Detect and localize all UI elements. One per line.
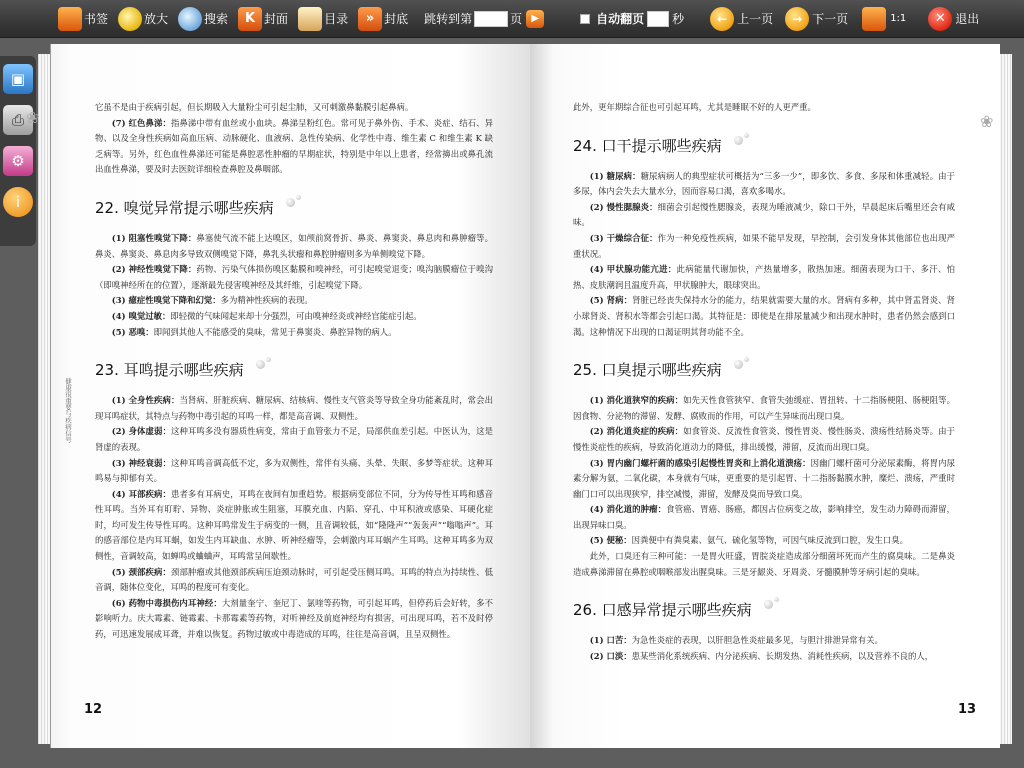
item-heading: (4) 消化道的肿瘤：	[589, 504, 667, 515]
bubble-ornament-icon	[734, 357, 752, 371]
ratio-label: 1:1	[890, 13, 907, 24]
item-text: 药物、污染气体损伤嗅区黏膜和嗅神经，可引起嗅觉退变；嗅沟脑膜瘤位于嗅沟（即嗅神经所在的位置），逐渐最先侵害嗅神经及其纤维，引起嗅觉下降。	[95, 264, 493, 290]
cover-button[interactable]	[238, 0, 288, 38]
item-text: 细菌会引起慢性腮腺炎，表现为唾液减少，除口干外，早晨起床后嘴里还会有咸味。	[573, 201, 955, 228]
exit-button[interactable]	[928, 0, 979, 38]
item-text: 患某些消化系统疾病、内分泌疾病、长期发热、消耗性疾病，以及营养不良的人，	[631, 650, 934, 661]
item-heading: (1) 口苦：	[589, 635, 632, 646]
item-heading: (2) 身体虚弱：	[111, 426, 171, 437]
close-icon: ✕	[928, 7, 952, 31]
item-text: 因幽门螺杆菌可分泌尿素酶，将胃内尿素分解为氨，二氧化碳，本身就有气味，更重要的是引起胃、十二指肠黏膜水肿，糜烂、溃疡，严重时幽门口可以出现狭窄，排空减慢，滞留，发酵及臭而导致口臭。	[573, 457, 955, 499]
bubble-ornament-icon	[764, 597, 782, 611]
item-heading: (3) 胃内幽门螺杆菌的感染引起慢性胃炎和上消化道溃疡：	[589, 457, 811, 468]
item-text: 即轻微的气味闻起来却十分强烈，可由嗅神经炎或神经官能症引起。	[170, 310, 422, 321]
bubble-ornament-icon	[734, 133, 752, 147]
image-icon: ▣	[10, 70, 26, 88]
prev-page-button[interactable]	[710, 0, 773, 38]
exit-label: 退出	[955, 12, 980, 26]
magnifier-icon	[118, 7, 142, 31]
list-item	[95, 565, 493, 596]
section-title-text: 24. 口干提示哪些疾病	[573, 136, 722, 155]
item-heading: (2) 神经性嗅觉下降：	[111, 264, 197, 275]
item-text: 为急性炎症的表现，以肝胆急性炎症最多见，与胆汁排泄异常有关。	[631, 635, 883, 646]
item-text: 作为一种免疫性疾病，如果不能早发现，早控制，会引发身体其他部位也出现严重状况。	[573, 232, 955, 259]
go-button[interactable]: ▶	[526, 10, 544, 28]
list-item	[573, 549, 955, 580]
item-heading: (5) 恶嗅：	[111, 326, 154, 337]
prev-label: 上一页	[737, 12, 774, 26]
item-heading: (1) 消化道狭窄的疾病：	[589, 395, 684, 406]
list-item	[573, 424, 955, 455]
item-heading: (3) 癔症性嗅觉下降和幻觉：	[111, 295, 221, 306]
list-item	[573, 456, 955, 503]
swirl-ornament-icon: ❀	[980, 112, 994, 131]
jump-suffix-label: 页	[510, 12, 523, 26]
item-text: 颈部肿瘤或其他颈部疾病压迫颈动脉时，可引起受压侧耳鸣。耳鸣的特点为持续性、低音调，随体位变化，耳鸣的程度可有变化。	[95, 566, 493, 593]
list-item	[573, 502, 955, 533]
next-page-button[interactable]	[785, 0, 848, 38]
item-heading: (5) 肾病：	[589, 295, 633, 306]
arrow-right-icon: →	[785, 7, 809, 31]
item-text: 如先天性食管狭窄、食管失弛缓症、胃扭转、十二指肠梗阻、肠梗阻等。因食物、分泌物的滞留、发酵、腐败而的作用，可以产生异味而出现口臭。	[573, 395, 955, 421]
thumbnail-button[interactable]	[3, 64, 33, 94]
list-item	[95, 424, 493, 455]
list-item	[95, 393, 493, 424]
item-heading: (7) 红色鼻涕：	[111, 117, 171, 128]
item-heading: (2) 口淡：	[589, 650, 632, 661]
list-item	[95, 309, 493, 325]
list-item	[573, 231, 955, 262]
item-text: 大剂量奎宁、奎尼丁、氯喹等药物，可引起耳鸣，但停药后会好转，多不影响听力。庆大霉素、链霉素、卡那霉素等药物，对听神经及前庭神经均有损害，可出现耳鸣，若不及时停药，可迅速发展成耳聋，并难以恢复。药物过敏或中毒造成的耳鸣，往往是高音调，且呈双侧性。	[95, 597, 493, 640]
list-item	[95, 293, 493, 309]
section-title-text: 23. 耳鸣提示哪些疾病	[95, 361, 244, 380]
item-text: 因粪便中有粪臭素、氨气、硫化氢等物，可因气味反流到口腔，发生口臭。	[631, 535, 908, 546]
auto-flip-seconds-input[interactable]	[647, 11, 669, 27]
item-text: 即闻到其他人不能感受的臭味，常见于鼻窦炎、鼻腔异物的病人。	[153, 326, 397, 337]
section-title	[573, 599, 955, 621]
list-item	[573, 200, 955, 231]
item-heading: (2) 消化道炎症的疾病：	[589, 426, 684, 437]
item-heading: (4) 甲状腺功能亢进：	[589, 264, 677, 275]
item-heading: (2) 慢性腮腺炎：	[589, 201, 658, 212]
right-page-edge	[998, 54, 1012, 744]
item-heading: (5) 便秘：	[589, 535, 632, 546]
item-text: 鼻塞使气流不能上达嗅区，如颅前窝骨折、鼻炎、鼻窦炎、鼻息肉和鼻肿瘤等。鼻炎、鼻窦炎、鼻息肉多导致双侧嗅觉下降，鼻乳头状瘤和鼻腔肿瘤则多为单侧嗅觉下降。	[95, 232, 493, 259]
list-item	[573, 533, 955, 549]
reader-toolbar	[0, 0, 1024, 38]
zoom-label: 放大	[144, 12, 169, 26]
book-icon	[298, 7, 322, 31]
jump-prefix-label: 跳转到第	[424, 12, 473, 26]
list-item	[95, 596, 493, 643]
item-text: 多为精神性疾病的表现。	[220, 295, 313, 306]
auto-flip-checkbox[interactable]	[580, 14, 590, 24]
item-heading: (6) 药物中毒损伤内耳神经：	[111, 597, 222, 608]
item-text: 这种耳鸣音调高低不定，多为双侧性，常伴有头痛、头晕、失眠、多梦等症状。这种耳鸣易与抑郁有关。	[95, 457, 493, 484]
section-title-text: 22. 嗅觉异常提示哪些疾病	[95, 198, 274, 217]
search-label: 搜索	[204, 12, 229, 26]
first-page-icon: K	[238, 7, 262, 31]
item-text: 患者多有耳病史，耳鸣在夜间有加重趋势。根据病变部位不同，分为传导性耳鸣和感音性耳鸣。当外耳有耵聍、异物、炎症肿胀或生阻塞，耳膜充血、内陷、穿孔、中耳积液或感染、耳硬化症时，均可发生传导性耳鸣。这种耳鸣常发生于病变的一侧，且音调较低，如“隆隆声”“轰轰声”“嗡嗡声”。耳的感音部位是内耳耳蜗，如发生内耳缺血、水肿、听神经瘤等，会刺激内耳耳蜗产生耳鸣。这种耳鸣多为双侧性，音调较高，如蝉鸣或蛐蛐声，耳鸣常呈间歇性。	[95, 488, 493, 562]
arrow-left-icon: ←	[710, 7, 734, 31]
left-page-content	[95, 100, 493, 643]
right-page-number: 13	[958, 702, 977, 717]
bookmark-button[interactable]	[58, 0, 108, 38]
item-heading: (1) 阻塞性嗅觉下降：	[111, 232, 197, 243]
auto-flip-label: 自动翻页	[596, 12, 645, 26]
left-page-side-label: 健康很重要与疾病信号	[64, 378, 72, 443]
list-item	[95, 456, 493, 487]
item-heading: (1) 糖尿病：	[589, 170, 641, 181]
item-heading: (3) 干燥综合征：	[589, 232, 658, 243]
section-title	[573, 359, 955, 381]
jump-page-input[interactable]	[474, 11, 508, 27]
jump-to-page	[424, 0, 546, 38]
info-button[interactable]	[3, 187, 33, 217]
search-icon	[178, 7, 202, 31]
list-item	[95, 262, 493, 293]
seconds-label: 秒	[672, 12, 685, 26]
list-item	[95, 325, 493, 341]
search-button[interactable]	[178, 0, 228, 38]
item-text: 此病能量代谢加快，产热量增多，散热加速。细菌表现为口干、多汗、怕热、皮肤潮润且温度升高，甲状腺肿大，眼球突出。	[573, 264, 955, 290]
auto-flip	[580, 0, 684, 38]
cover-label: 封面	[264, 12, 289, 26]
bookmark-icon	[58, 7, 82, 31]
list-item	[573, 262, 955, 293]
item-heading: (1) 全身性疾病：	[111, 395, 180, 406]
item-text: 食管癌、胃癌、肠癌，都因占位病变之故，影响排空，发生动力障碍而滞留，出现异味口臭。	[573, 504, 955, 530]
intro-paragraph: 它虽不是由于疾病引起，但长期吸入大量粉尘可引起尘肺，又可刺激鼻黏膜引起鼻病。	[95, 102, 414, 112]
info-icon: i	[15, 193, 21, 211]
item-text: 如食管炎、反流性食管炎、慢性胃炎、慢性肠炎、溃疡性结肠炎等。由于慢性炎症性的疾病，导致消化道动力的降低，排出缓慢，滞留，反流而出现口臭。	[573, 426, 955, 452]
item-text: 指鼻涕中带有血丝或小血块。鼻涕呈粉红色。常可见于鼻外伤、手术、炎症、结石、异物、以及全身性疾病如高血压病、动脉硬化、血液病、急性传染病、化学性中毒、维生素 C 和维生素 K 缺乏病等。另外，红色血性鼻涕还可能是鼻腔恶性肿瘤的早期症状，特别是中年以上患者，经常擤出或鼻孔流出血性鼻涕，要及时去医院详细检查鼻腔及鼻咽部。	[95, 117, 493, 175]
left-page-number: 12	[84, 702, 103, 717]
list-item	[573, 633, 955, 649]
section-title	[573, 135, 955, 157]
item-text: 糖尿病病人的典型症状可概括为“三多一少”，即多饮、多食、多尿和体重减轻。由于多尿，体内会失去大量水分，因而容易口渴，喜欢多喝水。	[573, 170, 955, 197]
bookmark-label: 书签	[84, 12, 109, 26]
section-title-text: 26. 口感异常提示哪些疾病	[573, 601, 752, 620]
right-page-content	[573, 100, 955, 664]
item-heading: (3) 神经衰弱：	[111, 457, 171, 468]
section-title	[95, 197, 493, 219]
settings-button[interactable]	[3, 146, 33, 176]
swirl-ornament-icon: ❀	[26, 108, 40, 127]
list-item	[573, 649, 955, 665]
back-cover-label: 封底	[384, 12, 409, 26]
list-item	[573, 293, 955, 340]
list-item	[95, 231, 493, 262]
item-heading: (5) 颈部疾病：	[111, 566, 171, 577]
intro-item	[95, 116, 493, 178]
section-title	[95, 359, 493, 381]
open-book	[26, 44, 1022, 756]
item-heading: (4) 耳部疾病：	[111, 488, 171, 499]
gear-icon: ⚙	[11, 152, 25, 170]
list-item	[95, 487, 493, 565]
bubble-ornament-icon	[286, 195, 304, 209]
last-page-icon: »	[358, 7, 382, 31]
zoom-button[interactable]	[118, 0, 168, 38]
item-heading: (4) 嗅觉过敏：	[111, 310, 171, 321]
item-text: 当肾病、肝脏疾病、糖尿病、结核病、慢性支气管炎等导致全身功能紊乱时，常会出现耳鸣症状，其特点与药物中毒引起的耳鸣一样，都是高音调、双侧性。	[95, 395, 493, 421]
list-item	[573, 169, 955, 200]
side-tool-panel	[0, 56, 36, 246]
section-title-text: 25. 口臭提示哪些疾病	[573, 361, 722, 380]
toc-label: 目录	[324, 12, 349, 26]
printer-icon: ⎙	[11, 111, 24, 129]
bubble-ornament-icon	[256, 357, 274, 371]
fit-icon	[862, 7, 886, 31]
back-cover-button[interactable]	[358, 0, 408, 38]
next-label: 下一页	[812, 12, 849, 26]
item-text: 此外，口臭还有三种可能：一是胃火旺盛，胃脘炎症造成部分细菌坏死而产生的腐臭味。二是鼻炎造成鼻涕滞留在鼻腔或咽喉部发出腥臭味。三是牙龈炎、牙周炎、牙髓膜肿等牙病引起的臭味。	[573, 551, 955, 577]
item-text: 这种耳鸣多没有器质性病变，常由于血管张力不足，局部供血差引起。中医认为，这是肾虚的表现。	[95, 426, 493, 452]
list-item	[573, 393, 955, 424]
toc-button[interactable]	[298, 0, 348, 38]
item-text: 肾脏已经丧失保持水分的能力，结果就需要大量的水。肾病有多种，其中肾盂肾炎、肾小球肾炎、肾积水等都会引起口渴。其特征是：即使是在排尿量减少和出现水肿时，患者仍然会感到口渴。这种情况下出现的口渴证明其肾功能不全。	[573, 295, 955, 337]
actual-size-button[interactable]	[862, 0, 906, 38]
intro-paragraph: 此外，更年期综合征也可引起耳鸣，尤其是睡眠不好的人更严重。	[573, 102, 816, 112]
